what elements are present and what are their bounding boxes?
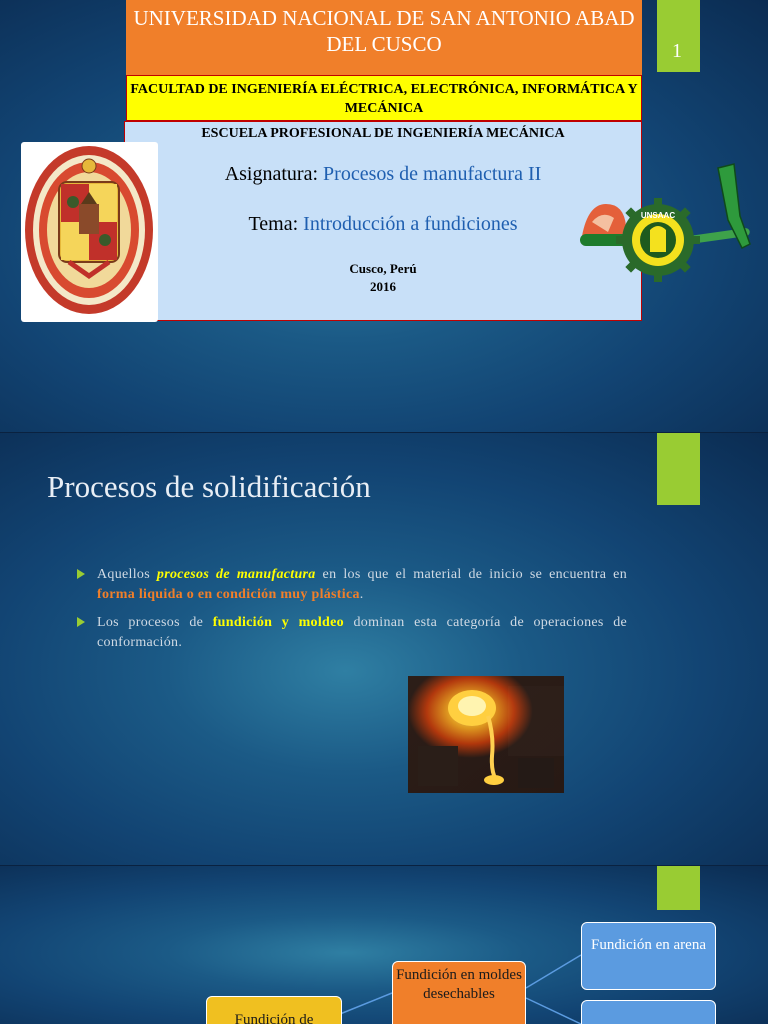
subject-separator: : bbox=[312, 163, 324, 185]
bullet-text: en los que el material de inicio se encuentra en bbox=[315, 567, 627, 582]
subject-label: Asignatura bbox=[224, 163, 313, 185]
node-label: Fundición en moldes desechables bbox=[396, 967, 522, 1002]
university-seal-icon bbox=[21, 142, 158, 322]
node-label: Fundición en arena bbox=[591, 937, 706, 953]
bullet-text: dominan esta categoría de operaciones de conformación. bbox=[97, 615, 628, 650]
highlight-text: fundición y moldeo bbox=[212, 615, 344, 630]
bullet-list bbox=[76, 565, 627, 661]
course-info-box bbox=[124, 121, 642, 321]
arrow-bullet-icon bbox=[77, 569, 85, 579]
university-title: UNIVERSIDAD NACIONAL DE SAN ANTONIO ABAD DEL CUSCO bbox=[133, 6, 635, 56]
bullet-text: . bbox=[359, 586, 364, 602]
bullet-item bbox=[76, 613, 627, 652]
topic-line bbox=[125, 213, 641, 236]
title-slide bbox=[0, 0, 768, 433]
highlight-text: procesos de manufactura bbox=[156, 567, 316, 582]
topic-value: Introducción a fundiciones bbox=[303, 213, 518, 235]
subject-line bbox=[125, 163, 641, 186]
bullet-item bbox=[76, 565, 627, 604]
slide-title: Procesos de solidificación bbox=[47, 469, 371, 504]
subject-value: Procesos de manufactura II bbox=[323, 163, 542, 185]
arrow-bullet-icon bbox=[77, 617, 85, 627]
bullet-text: Los procesos de bbox=[97, 615, 213, 630]
school-name: ESCUELA PROFESIONAL DE INGENIERÍA MECÁNICA bbox=[201, 126, 565, 141]
molten-metal-photo bbox=[408, 676, 564, 793]
place-date bbox=[125, 260, 641, 296]
faculty-title: FACULTAD DE INGENIERÍA ELÉCTRICA, ELECTRÓNICA, INFORMÁTICA Y MECÁNICA bbox=[130, 82, 638, 116]
node-label: Fundición de bbox=[234, 1012, 314, 1024]
casting-diagram-slide bbox=[0, 866, 768, 1024]
year: 2016 bbox=[370, 279, 396, 294]
slide-tab bbox=[657, 433, 700, 505]
highlight-text: forma liquida o en condición muy plástica bbox=[97, 586, 360, 602]
logo-text: UNSAAC bbox=[640, 211, 676, 220]
node-expendable-molds bbox=[392, 961, 526, 1024]
faculty-box bbox=[126, 75, 642, 121]
solidification-slide bbox=[0, 433, 768, 866]
university-title-box bbox=[126, 0, 642, 75]
topic-label: Tema: bbox=[248, 213, 299, 235]
slide-number: 1 bbox=[672, 40, 682, 62]
engineering-logo-icon bbox=[578, 160, 760, 288]
node-next bbox=[581, 1000, 716, 1024]
node-casting-root bbox=[206, 996, 342, 1024]
node-sand-casting bbox=[581, 922, 716, 990]
bullet-text: Aquellos bbox=[97, 567, 157, 582]
university-seal-card bbox=[21, 142, 158, 322]
city: Cusco, Perú bbox=[349, 261, 417, 276]
